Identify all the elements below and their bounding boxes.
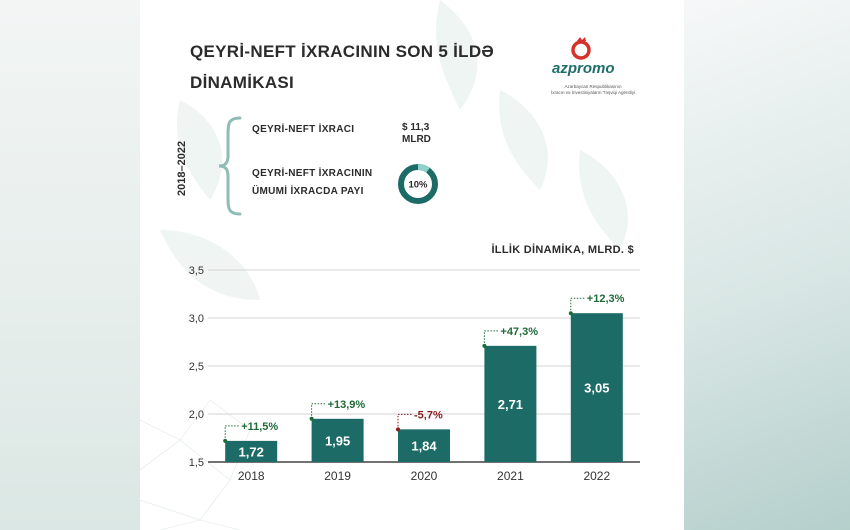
y-tick-label: 3,5 bbox=[188, 265, 204, 277]
chart-title: İLLİK DİNAMİKA, MLRD. $ bbox=[491, 244, 634, 256]
growth-marker bbox=[482, 344, 486, 348]
logo-wordmark: azpromo bbox=[552, 60, 615, 77]
export-value-unit: MLRD bbox=[402, 134, 431, 145]
period-label: 2018–2022 bbox=[176, 140, 188, 196]
bar-value-label: 2,71 bbox=[497, 396, 524, 412]
x-tick-label: 2022 bbox=[583, 469, 611, 483]
growth-marker bbox=[569, 311, 573, 315]
x-tick-label: 2021 bbox=[497, 469, 524, 483]
bar-value-label: 1,95 bbox=[324, 433, 351, 449]
x-tick-label: 2020 bbox=[410, 469, 438, 483]
growth-label: +13,9% bbox=[327, 398, 366, 411]
x-tick-label: 2018 bbox=[237, 469, 265, 483]
export-value bbox=[402, 122, 431, 146]
share-value: 10% bbox=[408, 179, 428, 191]
y-tick-label: 1,5 bbox=[188, 457, 204, 469]
export-label: QEYRİ-NEFT İXRACI bbox=[252, 124, 355, 135]
title-line-2: DİNAMİKASI bbox=[190, 73, 295, 92]
growth-label: +11,5% bbox=[241, 420, 279, 433]
y-tick-label: 2,5 bbox=[188, 361, 204, 373]
y-tick-label: 3,0 bbox=[188, 313, 204, 325]
right-background bbox=[684, 0, 850, 530]
logo-subtitle-line-1: Azərbaycan Respublikasının bbox=[564, 84, 622, 89]
page-title bbox=[190, 36, 550, 98]
title-line-1: QEYRİ-NEFT İXRACININ SON 5 İLDƏ bbox=[190, 42, 495, 61]
bar-value-label: 3,05 bbox=[584, 380, 610, 396]
bar-value-label: 1,72 bbox=[238, 444, 264, 460]
growth-label: +12,3% bbox=[586, 293, 625, 306]
share-label bbox=[252, 165, 372, 201]
export-value-amount: $ 11,3 bbox=[402, 122, 430, 133]
growth-marker bbox=[223, 439, 227, 443]
growth-label: +47,3% bbox=[500, 325, 539, 338]
growth-label: -5,7% bbox=[414, 409, 443, 422]
share-donut bbox=[396, 162, 440, 206]
curly-brace bbox=[216, 116, 246, 216]
bar-value-label: 1,84 bbox=[411, 438, 437, 454]
infographic-panel bbox=[140, 0, 684, 530]
bar-chart bbox=[140, 256, 684, 496]
azpromo-logo bbox=[528, 36, 648, 96]
growth-marker bbox=[396, 427, 400, 431]
x-tick-label: 2019 bbox=[324, 469, 351, 483]
y-tick-label: 2,0 bbox=[188, 409, 204, 421]
logo-subtitle bbox=[538, 84, 648, 96]
share-label-line-2: ÜMUMİ İXRACDA PAYI bbox=[252, 186, 364, 197]
logo-subtitle-line-2: İxracın və İnvestisiyaların Təşviqi Agentliyi bbox=[551, 90, 635, 95]
bar-layer bbox=[223, 298, 623, 462]
share-label-line-1: QEYRİ-NEFT İXRACININ bbox=[252, 168, 373, 179]
growth-marker bbox=[310, 417, 314, 421]
left-background bbox=[0, 0, 140, 530]
